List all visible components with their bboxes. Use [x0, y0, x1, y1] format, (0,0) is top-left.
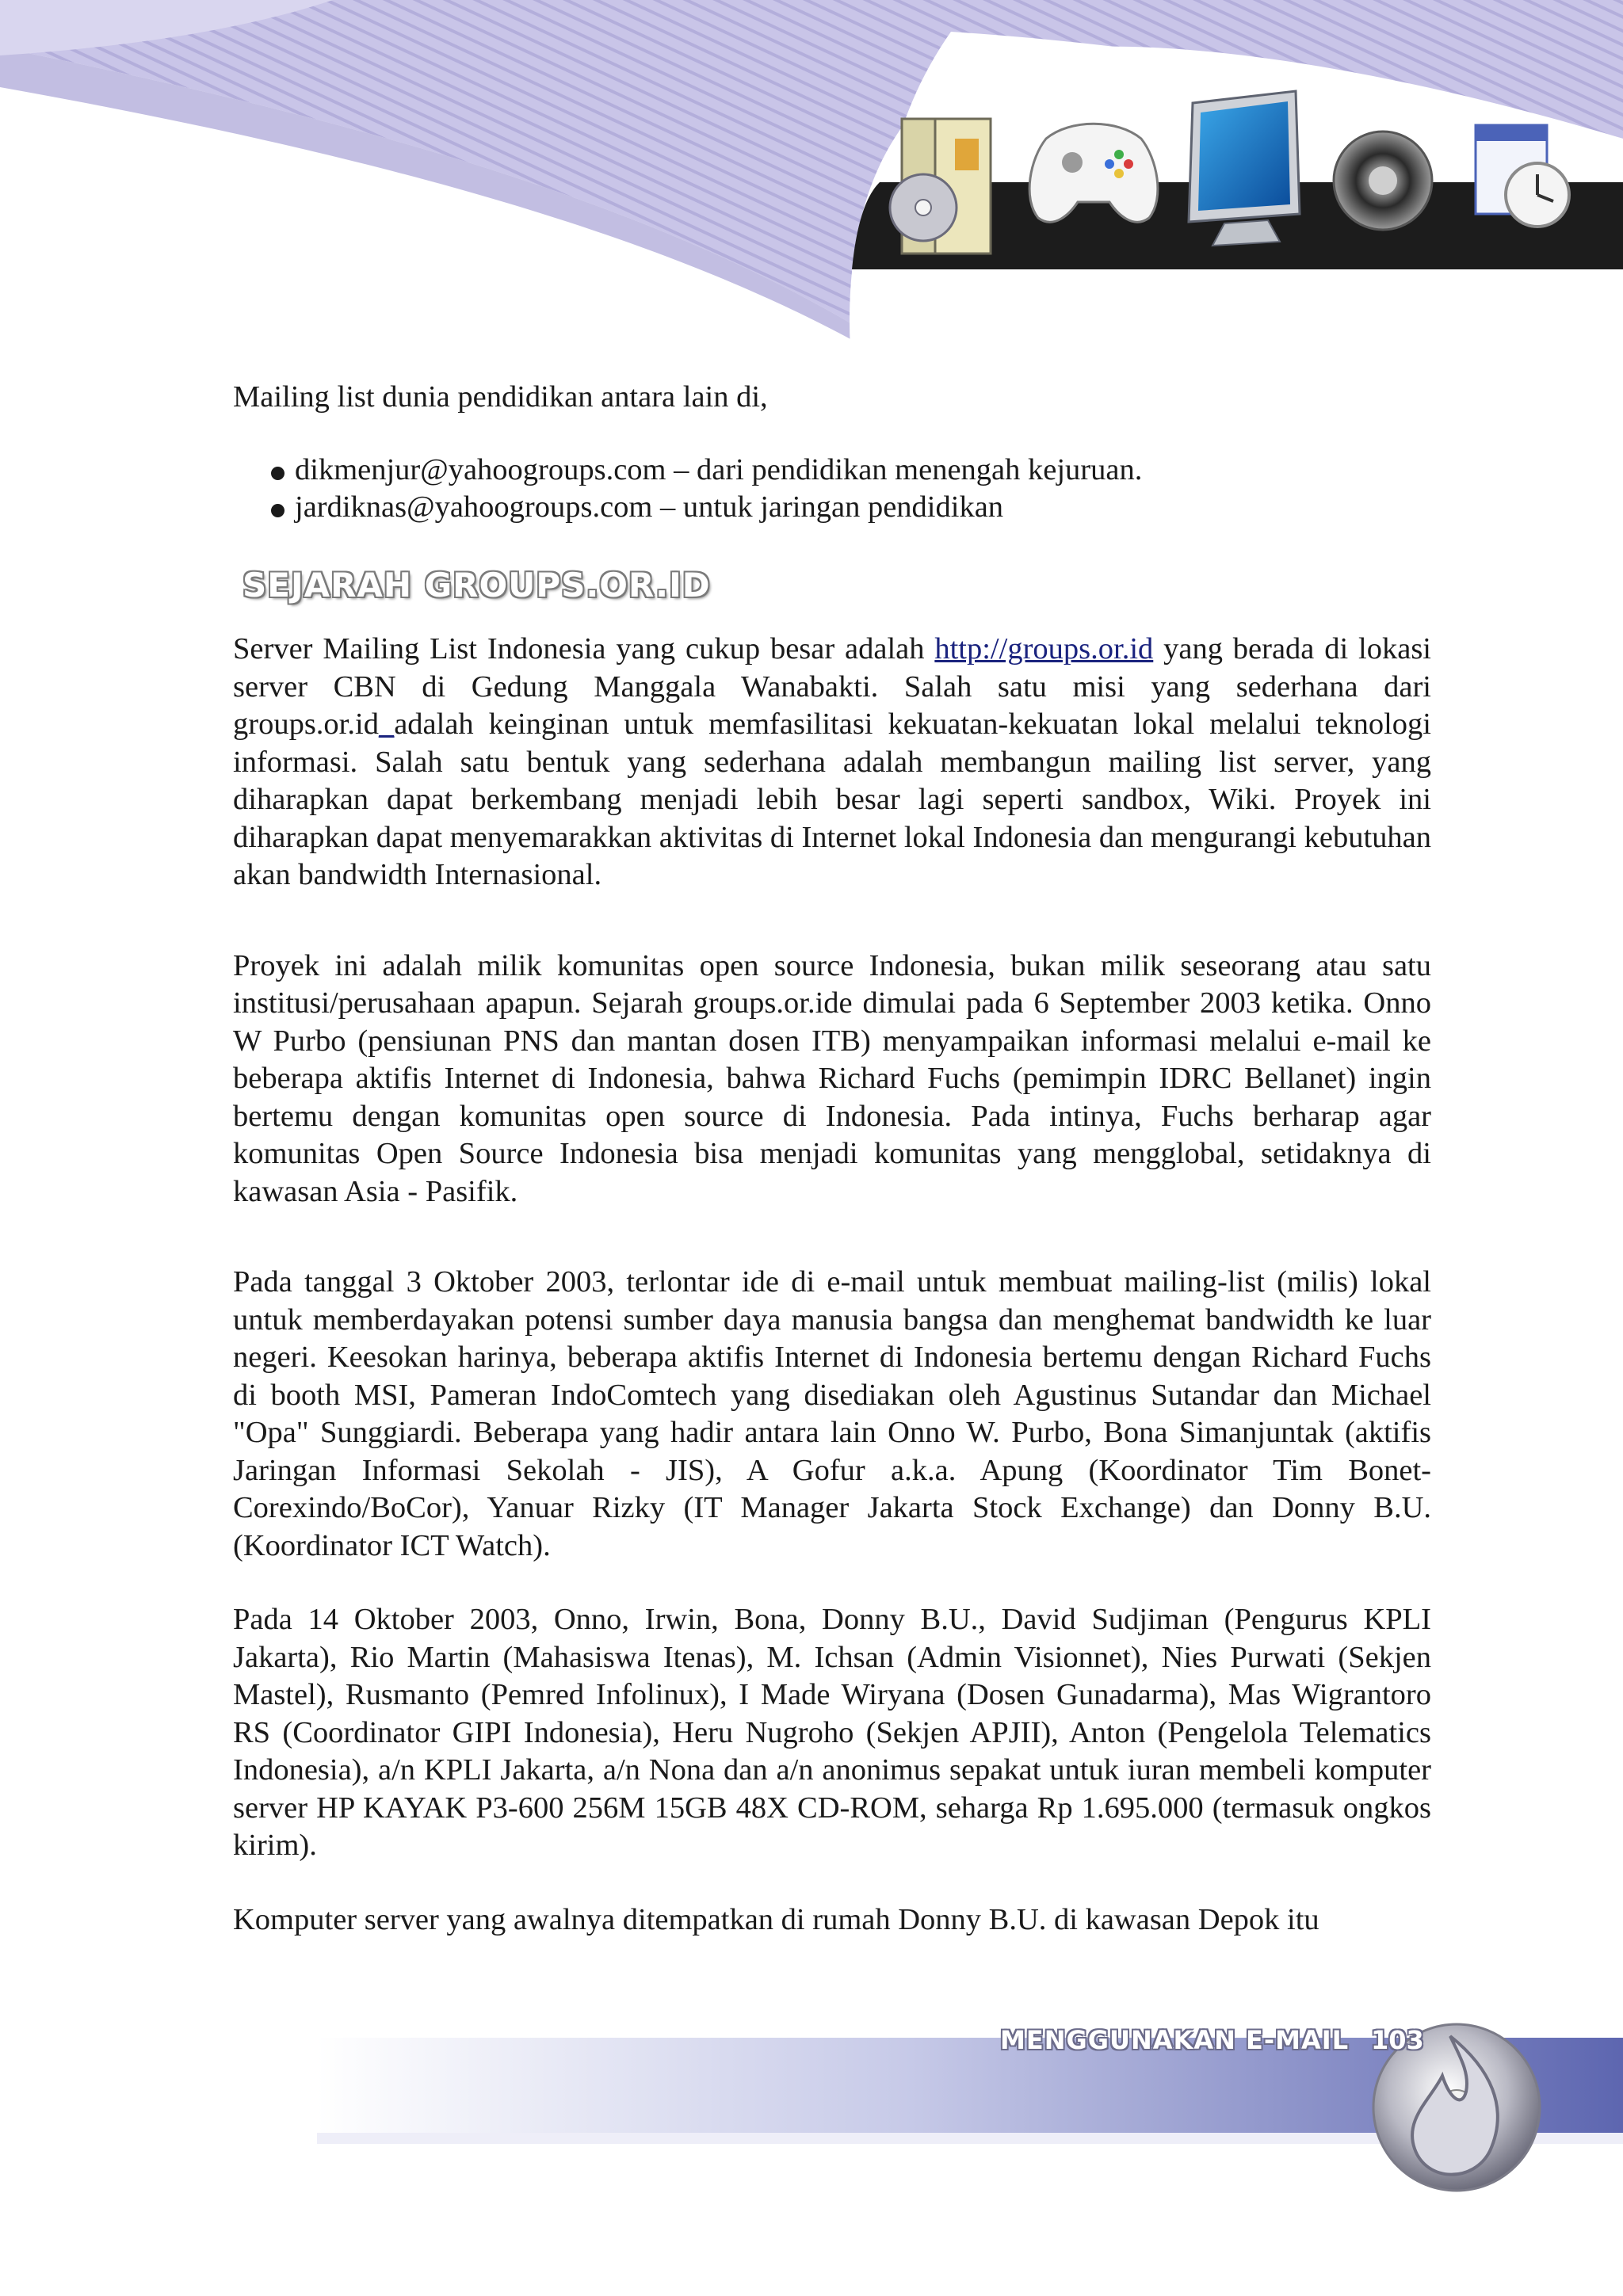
page-number: 103: [1371, 2025, 1424, 2055]
paragraph-4: Pada 14 Oktober 2003, Onno, Irwin, Bona, Donny B.U., David Sudjiman (Pengurus KPLI Jakarta), Rio Martin (Mahasiswa Itenas), M. Ichsan (Admin Visionnet), Nies Purwati (Sekjen Mastel), Rusmanto (Pemred Infolinux), I Made Wiryana (Dosen Gunadarma), Mas Wigrantoro RS (Coordinator GIPI Indonesia), Heru Nugroho (Sekjen APJII), Anton (Pengelola Telematics Indonesia), a/n KPLI Jakarta, a/n Nona dan a/n anonimus sepakat untuk iuran membeli komputer server HP KAYAK P3-600 256M 15GB 48X CD-ROM, seharga Rp 1.695.000 (termasuk ongkos kirim).: [233, 1603, 1431, 1862]
paragraph-3: Pada tanggal 3 Oktober 2003, terlontar ide di e-mail untuk membuat mailing-list (milis) lokal untuk memberdayakan potensi sumber daya manusia bangsa dan menghemat bandwidth ke luar negeri. Keesokan harinya, beberapa aktifis Internet di Indonesia bertemu dengan Richard Fuchs di booth MSI, Pameran IndoComtech yang disediakan oleh Agustinus Sutandar dan Michael "Opa" Sunggiardi. Beberapa yang hadir antara lain Onno W. Purbo, Bona Simanjuntak (aktifis Jaringan Informasi Sekolah - JIS), A Gofur a.k.a. Apung (Koordinator Tim Bonet-Corexindo/BoCor), Yanuar Rizky (IT Manager Jakarta Stock Exchange) dan Donny B.U. (Koordinator ICT Watch).: [233, 1265, 1431, 1562]
bullet-icon: [271, 504, 285, 517]
section-title: SEJARAH GROUPS.OR.ID: [242, 565, 711, 605]
speaker-icon: [1334, 132, 1432, 230]
page-content: [233, 379, 1431, 1939]
intro-text: Mailing list dunia pendidikan antara lain di,: [233, 380, 768, 414]
paragraph-2: Proyek ini adalah milik komunitas open source Indonesia, bukan milik seseorang atau satu institusi/perusahaan apapun. Sejarah groups.or.ide dimulai pada 6 September 2003 ketika. Onno W Purbo (pensiunan PNS dan mantan dosen ITB) menyampaikan informasi melalui e-mail ke beberapa aktifis Internet di Indonesia, bahwa Richard Fuchs (pemimpin IDRC Bellanet) ingin bertemu dengan komunitas open source di Indonesia. Pada intinya, Fuchs berharap agar komunitas Open Source Indonesia bisa menjadi komunitas yang mengglobal, setidaknya di kawasan Asia - Pasifik.: [233, 948, 1431, 1208]
list-item: dikmenjur@yahoogroups.com – dari pendidikan menengah kejuruan.: [271, 452, 1431, 490]
header-banner: [0, 0, 1623, 372]
underscore-link[interactable]: _: [378, 707, 395, 741]
list-item: jardiknas@yahoogroups.com – untuk jaringan pendidikan: [271, 489, 1431, 527]
paragraph-5: Komputer server yang awalnya ditempatkan di rumah Donny B.U. di kawasan Depok itu: [233, 1902, 1319, 1936]
chapter-title-footer: MENGGUNAKAN E-MAIL: [1000, 2025, 1350, 2055]
software-box-icon: [890, 119, 991, 254]
mailing-list-bullets: [271, 452, 1431, 527]
paragraph-1: Server Mailing List Indonesia yang cukup besar adalah http://groups.or.id yang berada di lokasi server CBN di Gedung Manggala Wanabakti. Salah satu misi yang sederhana dari groups.or.id_adalah keinginan untuk memfasilitasi kekuatan-kekuatan lokal melalui teknologi informasi. Salah satu bentuk yang sederhana adalah membangun mailing list server, yang diharapkan dapat berkembang menjadi lebih besar lagi seperti sandbox, Wiki. Proyek ini diharapkan dapat menyemarakkan aktivitas di Internet lokal Indonesia dan mengurangi kebutuhan akan bandwidth Internasional.: [233, 632, 1431, 891]
groups-or-id-link[interactable]: http://groups.or.id: [934, 632, 1154, 666]
bullet-icon: [271, 467, 285, 480]
